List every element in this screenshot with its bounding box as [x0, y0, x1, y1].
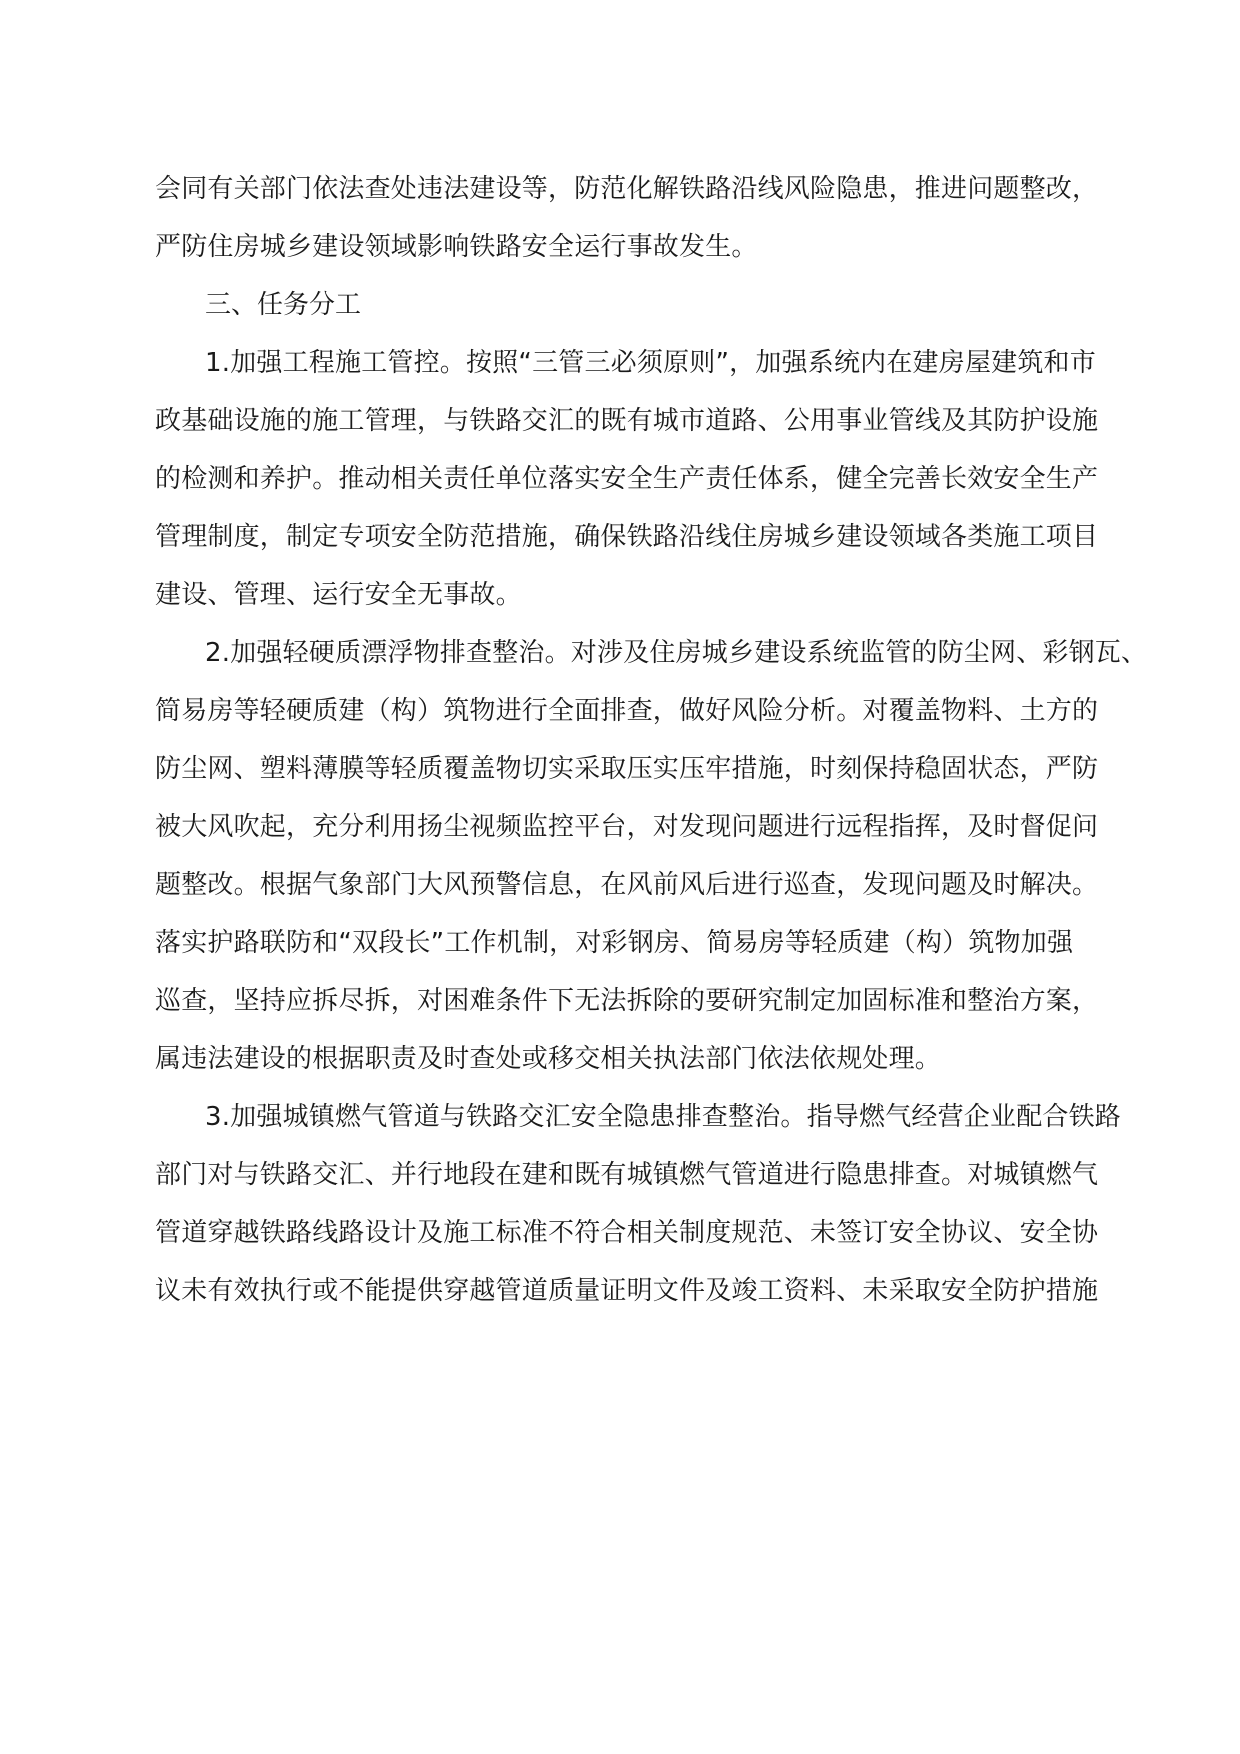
item2-line-8: 属违法建设的根据职责及时查处或移交相关执法部门依法依规处理。 — [155, 1044, 942, 1074]
item3-line-4: 议未有效执行或不能提供穿越管道质量证明文件及竣工资料、未采取安全防护措施 — [155, 1276, 1099, 1306]
intro-line-2: 严防住房城乡建设领域影响铁路安全运行事故发生。 — [155, 232, 758, 262]
item3-line-2: 部门对与铁路交汇、并行地段在建和既有城镇燃气管道进行隐患排查。对城镇燃气 — [155, 1160, 1099, 1190]
item1-line-5: 建设、管理、运行安全无事故。 — [155, 580, 522, 610]
item2-line-6: 落实护路联防和“双段长”工作机制，对彩钢房、简易房等轻质建（构）筑物加强 — [155, 928, 1074, 958]
item1-line-4: 管理制度，制定专项安全防范措施，确保铁路沿线住房城乡建设领域各类施工项目 — [155, 522, 1099, 552]
item3-line-3: 管道穿越铁路线路设计及施工标准不符合相关制度规范、未签订安全协议、安全协 — [155, 1218, 1099, 1248]
item2-line-5: 题整改。根据气象部门大风预警信息，在风前风后进行巡查，发现问题及时解决。 — [155, 870, 1099, 900]
item2-line-2: 简易房等轻硬质建（构）筑物进行全面排查，做好风险分析。对覆盖物料、土方的 — [155, 696, 1099, 726]
item3-line-1: 3.加强城镇燃气管道与铁路交汇安全隐患排查整治。指导燃气经营企业配合铁路 — [205, 1102, 1122, 1132]
item2-line-7: 巡查，坚持应拆尽拆，对困难条件下无法拆除的要研究制定加固标准和整治方案， — [155, 986, 1099, 1016]
item1-line-1: 1.加强工程施工管控。按照“三管三必须原则”，加强系统内在建房屋建筑和市 — [205, 348, 1096, 378]
section-heading: 三、任务分工 — [205, 290, 362, 320]
item1-line-2: 政基础设施的施工管理，与铁路交汇的既有城市道路、公用事业管线及其防护设施 — [155, 406, 1099, 436]
item2-line-3: 防尘网、塑料薄膜等轻质覆盖物切实采取压实压牢措施，时刻保持稳固状态，严防 — [155, 754, 1099, 784]
item2-line-4: 被大风吹起，充分利用扬尘视频监控平台，对发现问题进行远程指挥，及时督促问 — [155, 812, 1099, 842]
item2-line-1: 2.加强轻硬质漂浮物排查整治。对涉及住房城乡建设系统监管的防尘网、彩钢瓦、 — [205, 638, 1148, 668]
item1-line-3: 的检测和养护。推动相关责任单位落实安全生产责任体系，健全完善长效安全生产 — [155, 464, 1099, 494]
intro-line-1: 会同有关部门依法查处违法建设等，防范化解铁路沿线风险隐患，推进问题整改， — [155, 174, 1099, 204]
